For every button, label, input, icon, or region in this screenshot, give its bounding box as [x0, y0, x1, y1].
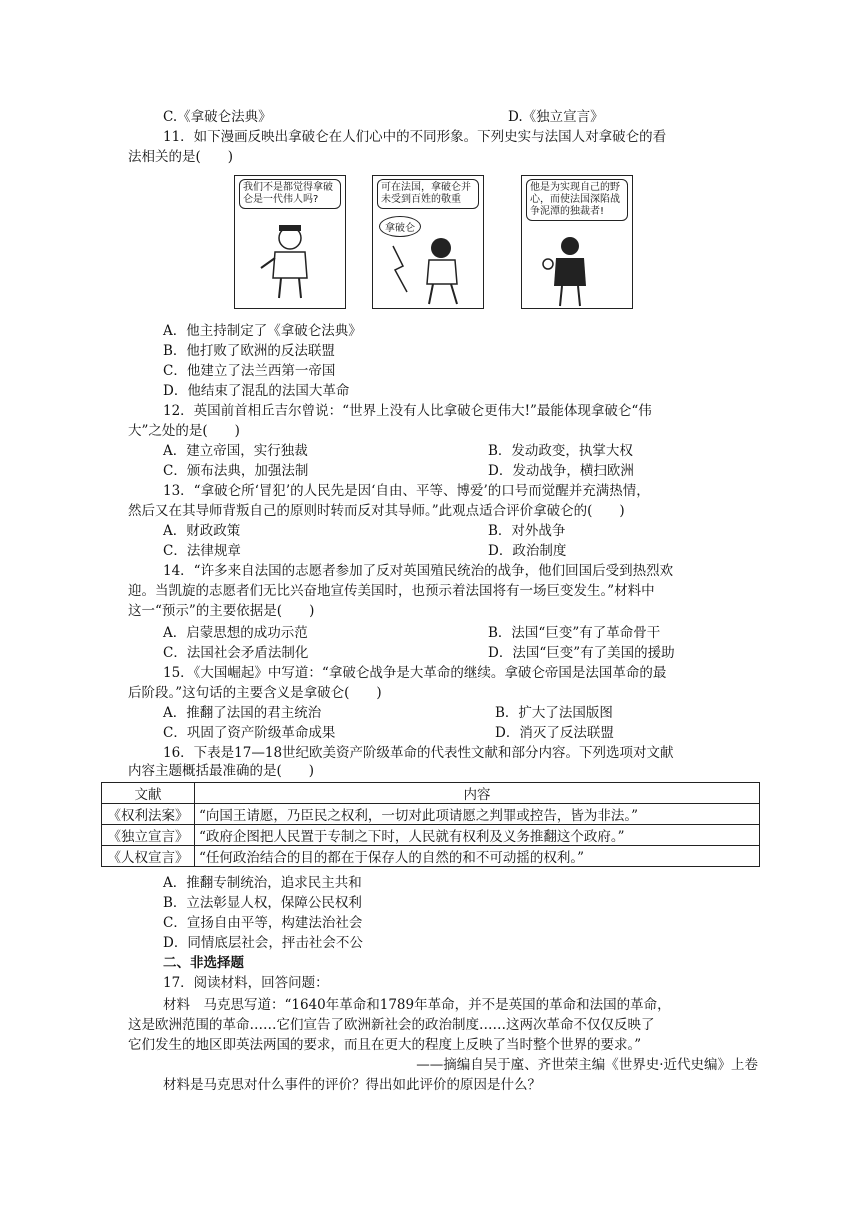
cartoon-strip — [234, 175, 634, 310]
cartoon-panel-2 — [372, 175, 484, 309]
q12-option-d: D．发动战争，横扫欧洲 — [488, 463, 634, 479]
q16-option-a: A．推翻专制统治，追求民主共和 — [163, 875, 362, 891]
q13-option-c: C．法律规章 — [163, 543, 241, 559]
napoleon-tag: 拿破仑 — [379, 216, 421, 237]
speaker-figure-icon — [235, 216, 345, 306]
speech-bubble: 我们不是都觉得拿破仑是一代伟人吗? — [239, 179, 341, 209]
q12-option-c: C．颁布法典，加强法制 — [163, 463, 309, 479]
table-cell: “任何政治结合的目的都在于保存人的自然的和不可动摇的权利。” — [195, 846, 760, 867]
table-cell: 《权利法案》 — [102, 804, 195, 825]
angry-figure-icon — [373, 226, 483, 306]
q11-option-d: D．他结束了混乱的法国大革命 — [163, 383, 350, 399]
q12-stem-line1: 12．英国前首相丘吉尔曾说：“世界上没有人比拿破仑更伟大!”最能体现拿破仑“伟 — [163, 403, 652, 419]
table-header-row — [102, 783, 760, 804]
q15-stem-line2: 后阶段。”这句话的主要含义是拿破仑( ) — [128, 685, 382, 701]
q11-stem-line2: 法相关的是( ) — [128, 149, 234, 165]
q14-option-c: C．法国社会矛盾法制化 — [163, 645, 309, 661]
q14-stem-line2: 迎。当凯旋的志愿者们无比兴奋地宣传美国时，也预示着法国将有一场巨变发生。”材料中 — [128, 583, 655, 599]
q13-option-d: D．政治制度 — [488, 543, 567, 559]
q14-option-b: B．法国“巨变”有了革命骨干 — [488, 625, 661, 641]
q13-option-a: A．财政政策 — [163, 523, 241, 539]
cartoon-panel-3 — [521, 175, 633, 309]
q17-source: ——摘编自吴于廑、齐世荣主编《世界史·近代史编》上卷 — [416, 1057, 758, 1073]
q12-option-b: B．发动政变，执掌大权 — [488, 443, 633, 459]
dictator-figure-icon — [522, 228, 632, 308]
table-header-cell: 内容 — [195, 783, 760, 804]
speech-bubble: 他是为实现自己的野心，而使法国深陷战争泥潭的独裁者! — [526, 179, 628, 221]
table-row — [102, 846, 760, 867]
q15-stem-line1: 15．《大国崛起》中写道：“拿破仑战争是大革命的继续。拿破仑帝国是法国革命的最 — [163, 665, 667, 681]
speech-bubble: 可在法国，拿破仑并未受到百姓的敬重 — [377, 179, 479, 209]
table-row — [102, 825, 760, 846]
q16-stem-line2: 内容主题概括最准确的是( ) — [128, 763, 315, 779]
q16-option-b: B．立法彰显人权，保障公民权利 — [163, 895, 362, 911]
q16-option-c: C．宣扬自由平等，构建法治社会 — [163, 915, 363, 931]
section-heading: 二、非选择题 — [163, 955, 244, 971]
q11-option-a: A．他主持制定了《拿破仑法典》 — [163, 323, 362, 339]
q17-material-line3: 它们发生的地区即英法两国的要求，而且在更大的程度上反映了当时整个世界的要求。” — [128, 1037, 642, 1053]
q15-option-b: B．扩大了法国版图 — [495, 705, 613, 721]
q14-option-a: A．启蒙思想的成功示范 — [163, 625, 308, 641]
table-cell: 《人权宣言》 — [102, 846, 195, 867]
q13-stem-line1: 13．“拿破仑所‘冒犯’的人民先是因‘自由、平等、博爱’的口号而觉醒并充满热情， — [163, 483, 650, 499]
q13-option-b: B．对外战争 — [488, 523, 566, 539]
cartoon-panel-1 — [234, 175, 346, 309]
q16-stem-line1: 16．下表是17—18世纪欧美资产阶级革命的代表性文献和部分内容。下列选项对文献 — [163, 745, 674, 761]
table-cell: “向国王请愿，乃臣民之权利，一切对此项请愿之判罪或控告，皆为非法。” — [195, 804, 760, 825]
q10-option-d: D.《独立宣言》 — [508, 109, 604, 125]
q12-stem-line2: 大”之处的是( ) — [128, 423, 240, 439]
table-header-cell: 文献 — [102, 783, 195, 804]
documents-table — [101, 782, 760, 867]
q15-option-d: D．消灭了反法联盟 — [495, 725, 614, 741]
q12-option-a: A．建立帝国，实行独裁 — [163, 443, 308, 459]
q11-option-b: B．他打败了欧洲的反法联盟 — [163, 343, 335, 359]
q15-option-a: A．推翻了法国的君主统治 — [163, 705, 322, 721]
q14-stem-line3: 这一“预示”的主要依据是( ) — [128, 603, 315, 619]
q10-option-c: C.《拿破仑法典》 — [163, 109, 272, 125]
table-cell: “政府企图把人民置于专制之下时，人民就有权利及义务推翻这个政府。” — [195, 825, 760, 846]
q16-option-d: D．同情底层社会，抨击社会不公 — [163, 935, 363, 951]
q14-option-d: D．法国“巨变”有了美国的援助 — [488, 645, 675, 661]
q15-option-c: C．巩固了资产阶级革命成果 — [163, 725, 336, 741]
q17-material-line2: 这是欧洲范围的革命……它们宣告了欧洲新社会的政治制度……这两次革命不仅仅反映了 — [128, 1017, 655, 1033]
q17-material-line1: 材料 马克思写道：“1640年革命和1789年革命，并不是英国的革命和法国的革命， — [163, 997, 671, 1013]
q11-option-c: C．他建立了法兰西第一帝国 — [163, 363, 336, 379]
q11-stem-line1: 11．如下漫画反映出拿破仑在人们心中的不同形象。下列史实与法国人对拿破仑的看 — [163, 129, 667, 145]
q14-stem-line1: 14．“许多来自法国的志愿者参加了反对英国殖民统治的战争，他们回国后受到热烈欢 — [163, 563, 674, 579]
table-cell: 《独立宣言》 — [102, 825, 195, 846]
q17-stem: 17．阅读材料，回答问题： — [163, 975, 329, 991]
q17-question: 材料是马克思对什么事件的评价？得出如此评价的原因是什么？ — [163, 1077, 541, 1093]
q13-stem-line2: 然后又在其导师背叛自己的原则时转而反对其导师。”此观点适合评价拿破仑的( ) — [128, 503, 625, 519]
table-row — [102, 804, 760, 825]
